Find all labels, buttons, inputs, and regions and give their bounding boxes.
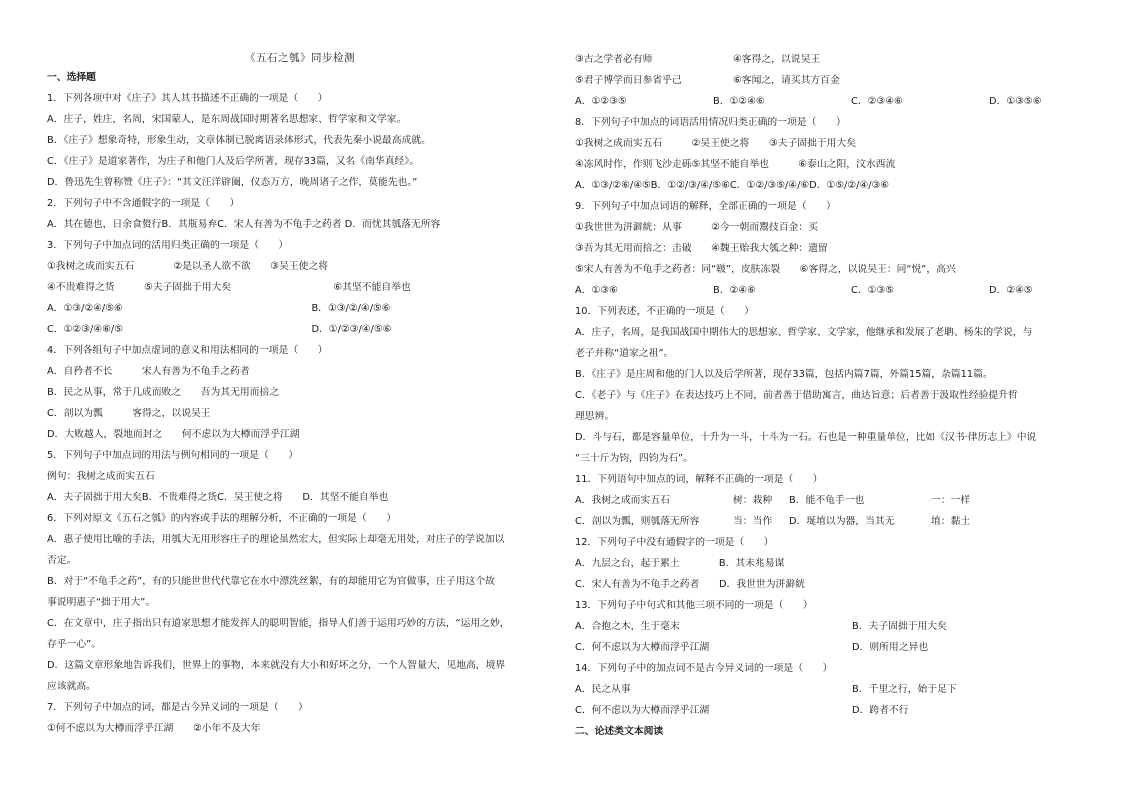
option: B．民之从事，常于几成而败之 吾为其无用而掊之 — [47, 387, 280, 398]
option: C．宋人有善为不龟手之药者 D．我世世为洴澼絖 — [575, 579, 805, 590]
question-stem: 1．下列各项中对《庄子》其人其书描述不正确的一项是（ ） — [47, 93, 328, 104]
option: A．①②③⑤ — [575, 96, 627, 107]
option: D．②④⑤ — [989, 285, 1033, 296]
option: C．剖以为瓢，则瓠落无所容 — [575, 516, 700, 527]
question-stem: 13．下列句子中句式和其他三项不同的一项是（ ） — [575, 600, 813, 611]
section-heading: 一、选择题 — [47, 72, 96, 83]
question-item: ④不贵难得之货 ⑤夫子固拙于用大矣 — [47, 282, 232, 293]
question-stem: 8．下列句子中加点的词语活用情况归类正确的一项是（ ） — [575, 117, 846, 128]
option: A．①③⑥ — [575, 285, 618, 296]
question-item: ④客得之，以说吴王 — [733, 54, 821, 65]
option-continued: 老子并称“道家之祖”。 — [575, 348, 674, 359]
option: D．大败越人，裂地而封之 何不虑以为大樽而浮乎江湖 — [47, 429, 300, 440]
option-row — [575, 91, 1081, 112]
option-continued: 存乎一心”。 — [47, 639, 102, 650]
option: D．①/②③/④/⑤⑥ — [311, 324, 392, 335]
left-column — [47, 67, 553, 739]
option: B．②④⑥ — [713, 285, 756, 296]
question-stem: 10．下列表述，不正确的一项是（ ） — [575, 306, 755, 317]
option: D．跨者不行 — [852, 705, 909, 716]
question-item-row — [47, 277, 553, 298]
question-stem: 5．下列句子中加点词的用法与例句相同的一项是（ ） — [47, 450, 299, 461]
option-row — [575, 490, 1081, 511]
option: D．斗与石，都是容量单位，十升为一斗，十斗为一石。石也是一种重量单位，比如《汉书·律历志上》中说 — [575, 432, 1037, 443]
option: A．自矜者不长 宋人有善为不龟手之药者 — [47, 366, 250, 377]
option-continued: 理思辨。 — [575, 411, 615, 422]
option-row — [575, 616, 1081, 637]
option: D．则所用之异也 — [852, 642, 929, 653]
question-item: ①我世世为洴澼絖：从事 ②今一朝而鬻技百金：买 — [575, 222, 818, 233]
question-stem: 11．下列语句中加点的词，解释不正确的一项是（ ） — [575, 474, 823, 485]
option-row — [575, 700, 1081, 721]
example-sentence: 例句：我树之成而实五石 — [47, 471, 155, 482]
question-stem: 12．下列句子中没有通假字的一项是（ ） — [575, 537, 774, 548]
option: A．我树之成而实五石 — [575, 495, 670, 506]
section-heading: 二、论述类文本阅读 — [575, 726, 664, 737]
option: B．夫子固拙于用大矣 — [852, 621, 947, 632]
option: C．②③④⑥ — [851, 96, 903, 107]
question-item: ③吾为其无用而掊之：击破 ④魏王贻我大瓠之种：遗留 — [575, 243, 828, 254]
question-item-row — [575, 70, 1081, 91]
option: A．九层之台，起于累土 B．其未兆易谋 — [575, 558, 785, 569]
question-stem: 14．下列句子中的加点词不是古今异义词的一项是（ ） — [575, 663, 833, 674]
option: C．剖以为瓢 客得之，以说吴王 — [47, 408, 211, 419]
question-item: ⑥其坚不能自举也 — [333, 282, 411, 293]
option-row — [47, 319, 553, 340]
option: A．①③/②④/⑤⑥ — [47, 303, 123, 314]
option-continued: 应该就高。 — [47, 681, 96, 692]
option: D．埏埴以为器，当其无 — [789, 516, 895, 527]
page-title: 《五石之瓠》同步检测 — [245, 52, 355, 64]
option: B．《庄子》想象奇特，形象生动，文章体制已脱离语录体形式，代表先秦小说最高成就。 — [47, 135, 431, 146]
option: A．庄子，名周，是我国战国中期伟大的思想家、哲学家、文学家，他继承和发展了老聃、杨朱的学说，与 — [575, 327, 1033, 338]
option-gloss: 埴：黏土 — [931, 516, 971, 527]
option: C．《老子》与《庄子》在表达技巧上不同，前者善于借助寓言，曲达旨意；后者善于汲取性经验提升哲 — [575, 390, 1018, 401]
question-stem: 7．下列句子中加点的词，都是古今异义词的一项是（ ） — [47, 702, 308, 713]
question-item: ⑤君子博学而日参省乎己 — [575, 75, 682, 86]
option: B．①③/②/④/⑤⑥ — [311, 303, 391, 314]
question-item: ①我树之成而实五石 ②是以圣人欲不欲 ③吴王使之将 — [47, 261, 329, 272]
question-item: ④冻风时作，作则飞沙走砾⑤其坚不能自举也 ⑥泰山之阳，汶水西流 — [575, 159, 896, 170]
option-row — [47, 298, 553, 319]
option: A．惠子使用比喻的手法，用瓠大无用形容庄子的理论虽然宏大，但实际上却毫无用处，对庄子的学说加以 — [47, 534, 505, 545]
option-gloss: 一：一样 — [931, 495, 971, 506]
option-row — [575, 637, 1081, 658]
option: A．民之从事 — [575, 684, 631, 695]
option-continued: 否定。 — [47, 555, 77, 566]
option: B．对于“不龟手之药”，有的只能世世代代靠它在水中漂洗丝絮，有的却能用它为官做事，庄子用这个故 — [47, 576, 495, 587]
question-item: ①何不虑以为大樽而浮乎江湖 ②小年不及大年 — [47, 723, 261, 734]
option-gloss: 当：当作 — [733, 516, 773, 527]
option: B．能不龟手一也 — [789, 495, 865, 506]
right-column — [575, 49, 1081, 742]
question-stem: 9．下列句子中加点词语的解释，全部正确的一项是（ ） — [575, 201, 836, 212]
question-item: ③古之学者必有师 — [575, 54, 653, 65]
question-stem: 2．下列句子中不含通假字的一项是（ ） — [47, 198, 240, 209]
option: C．①③⑤ — [851, 285, 894, 296]
option: D．①③⑤⑥ — [989, 96, 1042, 107]
option-continued: 事说明惠子“拙于用大”。 — [47, 597, 156, 608]
question-stem: 4．下列各组句子中加点虚词的意义和用法相同的一项是（ ） — [47, 345, 328, 356]
option: C．①②③/④⑥/⑤ — [47, 324, 123, 335]
question-item: ⑤宋人有善为不龟手之药者：同“皲”，皮肤冻裂 ⑥客得之，以说吴王：同“悦”，高兴 — [575, 264, 956, 275]
question-item: ①我树之成而实五石 ②吴王使之将 ③夫子固拙于用大矣 — [575, 138, 857, 149]
option-gloss: 树：栽种 — [733, 495, 773, 506]
option: C．《庄子》是道家著作，为庄子和他门人及后学所著，现存33篇，又名《南华真经》。 — [47, 156, 419, 167]
question-item: ⑥客闻之，请买其方百金 — [733, 75, 840, 86]
question-stem: 6．下列对原文《五石之瓠》的内容或手法的理解分析，不正确的一项是（ ） — [47, 513, 397, 524]
option: D．鲁迅先生曾称赞《庄子》：“其文汪洋辟阖，仪态万方，晚周诸子之作，莫能先也。” — [47, 177, 418, 188]
option: B．①②④⑥ — [713, 96, 765, 107]
option: A．夫子固拙于用大矣B．不贵难得之货C．吴王使之将 D．其坚不能自举也 — [47, 492, 389, 503]
option: C．何不虑以为大樽而浮乎江湖 — [575, 642, 710, 653]
question-stem: 3．下列句子中加点词的活用归类正确的一项是（ ） — [47, 240, 289, 251]
option: B．千里之行，始于足下 — [852, 684, 957, 695]
option-row — [575, 679, 1081, 700]
option: A．其在德也，日余食赘行B．其瓶易弃C．宋人有善为不龟手之药者 D．而忧其瓠落无所容 — [47, 219, 441, 230]
question-item-row — [575, 49, 1081, 70]
option: A．合抱之木，生于毫末 — [575, 621, 680, 632]
option: A．庄子，姓庄，名周，宋国蒙人，是东周战国时期著名思想家、哲学家和文学家。 — [47, 114, 407, 125]
option: A．①③/②⑥/④⑤B．①②/③/④/⑤⑥C．①②/③⑤/④/⑥D．①⑤/②/④/③⑥ — [575, 180, 890, 191]
option: D．这篇文章形象地告诉我们，世界上的事物，本来就没有大小和好坏之分，一个人智量大，见地高，境界 — [47, 660, 506, 671]
option: C．何不虑以为大樽而浮乎江湖 — [575, 705, 710, 716]
option-continued: “三十斤为钧，四钧为石”。 — [575, 453, 693, 464]
option: B．《庄子》是庄周和他的门人以及后学所著，现存33篇，包括内篇7篇，外篇15篇，杂篇11篇。 — [575, 369, 993, 380]
option-row — [575, 280, 1081, 301]
option: C．在文章中，庄子指出只有道家思想才能发挥人的聪明智能，指导人们善于运用巧妙的方法，“运用之妙， — [47, 618, 510, 629]
option-row — [575, 511, 1081, 532]
